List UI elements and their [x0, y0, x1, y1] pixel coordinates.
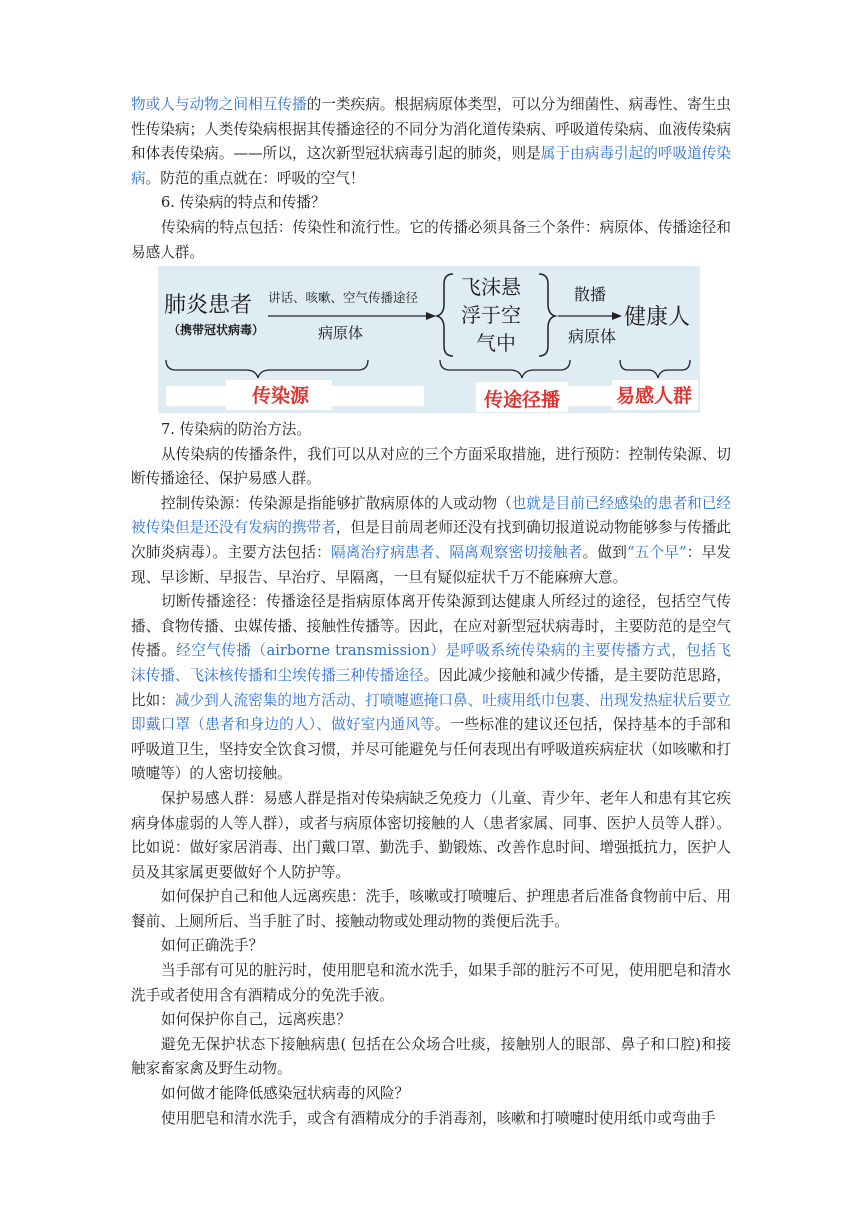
spread-bottom-label: 病原体	[568, 327, 617, 346]
droplet-line-2: 浮于空	[461, 303, 521, 327]
patient-sub-label: （携带冠状病毒）	[168, 323, 265, 337]
body-text: 。因此减少接触和减少传播，是主要防范思路，比如：	[131, 666, 731, 709]
droplet-line-3: 气中	[476, 331, 516, 355]
spread-top-label: 散播	[574, 285, 607, 304]
section-7-intro: 从传染病的传播条件，我们可以从对应的三个方面采取措施，进行预防：控制传染源、切断传播途径、保护易感人群。	[131, 445, 731, 488]
transmission-diagram	[158, 266, 700, 413]
label-pad-right	[568, 386, 612, 406]
question-protect-self: 如何保护你自己，远离疾患？	[161, 1011, 351, 1029]
droplet-line-1: 飞沫悬	[461, 275, 521, 299]
transmission-diagram-svg	[158, 266, 700, 413]
control-source-paragraph	[131, 492, 731, 590]
route-bottom-label: 病原体	[318, 324, 364, 342]
answer-wash-hands: 当手部有可见的脏污时，使用肥皂和流水洗手，如果手部的脏污不可见，使用肥皂和清水洗手或者使用含有酒精成分的免洗手液。	[131, 962, 731, 1004]
healthy-label: 健康人	[624, 305, 691, 330]
highlight-text: 减少到人流密集的地方活动、打喷嚏遮掩口鼻、吐痰用纸巾包裹、出现发热症状后要立即戴口罩（患者和身边的人）、做好室内通风等	[131, 691, 731, 734]
highlight-text: 属于由病毒引起的呼吸道传染病	[131, 145, 731, 187]
answer-reduce-risk: 使用肥皂和清水洗手，或含有酒精成分的手消毒剂，咳嗽和打喷嚏时使用纸巾或弯曲手	[161, 1109, 716, 1127]
text-block-top	[131, 93, 731, 265]
body-text: 切断传播途径：传播途径是指病原体离开传染源到达健康人所经过的途径，包括空气传播、食物传播、虫媒传播、接触性传播等。因此，在应对新型冠状病毒时，主要防范的是空气传播。	[131, 593, 731, 660]
body-text: 控制传染源：传染源是指能够扩散病原体的人或动物（	[161, 494, 512, 512]
highlight-text: 隔离治疗病患者、隔离观察密切接触者	[330, 543, 583, 561]
section-6-heading: 6. 传染病的特点和传播？	[161, 194, 326, 212]
question-wash-hands: 如何正确洗手？	[161, 937, 264, 955]
highlight-text: “五个早”	[627, 543, 687, 561]
section-6-body: 传染病的特点包括：传染性和流行性。它的传播必须具备三个条件：病原体、传播途径和易感人群。	[131, 218, 731, 261]
section-7-heading: 7. 传染病的防治方法。	[161, 421, 311, 438]
label-route: 传途径播	[484, 389, 561, 411]
label-pad-left	[166, 386, 226, 406]
body-text: ，但是目前周老师还没有找到确切报道说动物能够参与传播此次肺炎病毒）。主要方法包括：	[131, 519, 731, 561]
label-pad-middle	[332, 386, 424, 406]
highlight-text: 经空气传播（airborne transmission）是呼吸系统传染病的主要传播方式，包括飞沫传播、飞沫核传播和尘埃传播三种传播途径	[131, 642, 731, 684]
highlight-text: 物或人与动物之间相互传播	[131, 96, 307, 113]
patient-label: 肺炎患者	[164, 293, 253, 318]
hand-washing-paragraph: 如何保护自己和他人远离疾患：洗手，咳嗽或打喷嚏后、护理患者后准备食物前中后、用餐前、上厕所后、当手脏了时、接触动物或处理动物的粪便后洗手。	[131, 888, 731, 930]
question-reduce-risk: 如何做才能降低感染冠状病毒的风险？	[161, 1085, 410, 1103]
body-text: 。做到	[582, 543, 628, 561]
label-susceptible: 易感人群	[616, 385, 693, 407]
label-source: 传染源	[252, 385, 310, 407]
body-text: 。防范的重点就在：呼吸的空气！	[145, 169, 365, 187]
text-block-bottom	[131, 418, 731, 1131]
body-text: ：早发现、早诊断、早报告、早治疗、早隔离，一旦有疑似症状千万不能麻痹大意。	[131, 543, 731, 586]
cut-route-paragraph	[131, 590, 731, 787]
protect-susceptible-paragraph: 保护易感人群：易感人群是指对传染病缺乏免疫力（儿童、青少年、老年人和患有其它疾病身体虚弱的人等人群），或者与病原体密切接触的人（患者家属、同事、医护人员等人群）。比如说：做好家居消毒、出门戴口罩、勤洗手、勤锻炼、改善作息时间、增强抵抗力，医护人员及其家属更要做好个人防护等。	[131, 789, 731, 881]
body-text: 。一些标准的建议还包括，保持基本的手部和呼吸道卫生，坚持安全饮食习惯，并尽可能避免与任何表现出有呼吸道疾病症状（如咳嗽和打喷嚏等）的人密切接触。	[131, 716, 731, 783]
intro-paragraph	[131, 93, 731, 191]
body-text: 的一类疾病。根据病原体类型，可以分为细菌性、病毒性、寄生虫性传染病；人类传染病根据其传播途径的不同分为消化道传染病、呼吸道传染病、血液传染病和体表传染病。——所以，这次新型冠状病毒引起的肺炎，则是	[131, 96, 731, 163]
route-top-label: 讲话、咳嗽、空气传播途径	[268, 290, 419, 305]
answer-protect-self: 避免无保护状态下接触病患( 包括在公众场合吐痰，接触别人的眼部、鼻子和口腔)和接触家畜家禽及野生动物。	[131, 1035, 731, 1078]
highlight-text: 也就是目前已经感染的患者和已经被传染但是还没有发病的携带者	[131, 494, 731, 537]
